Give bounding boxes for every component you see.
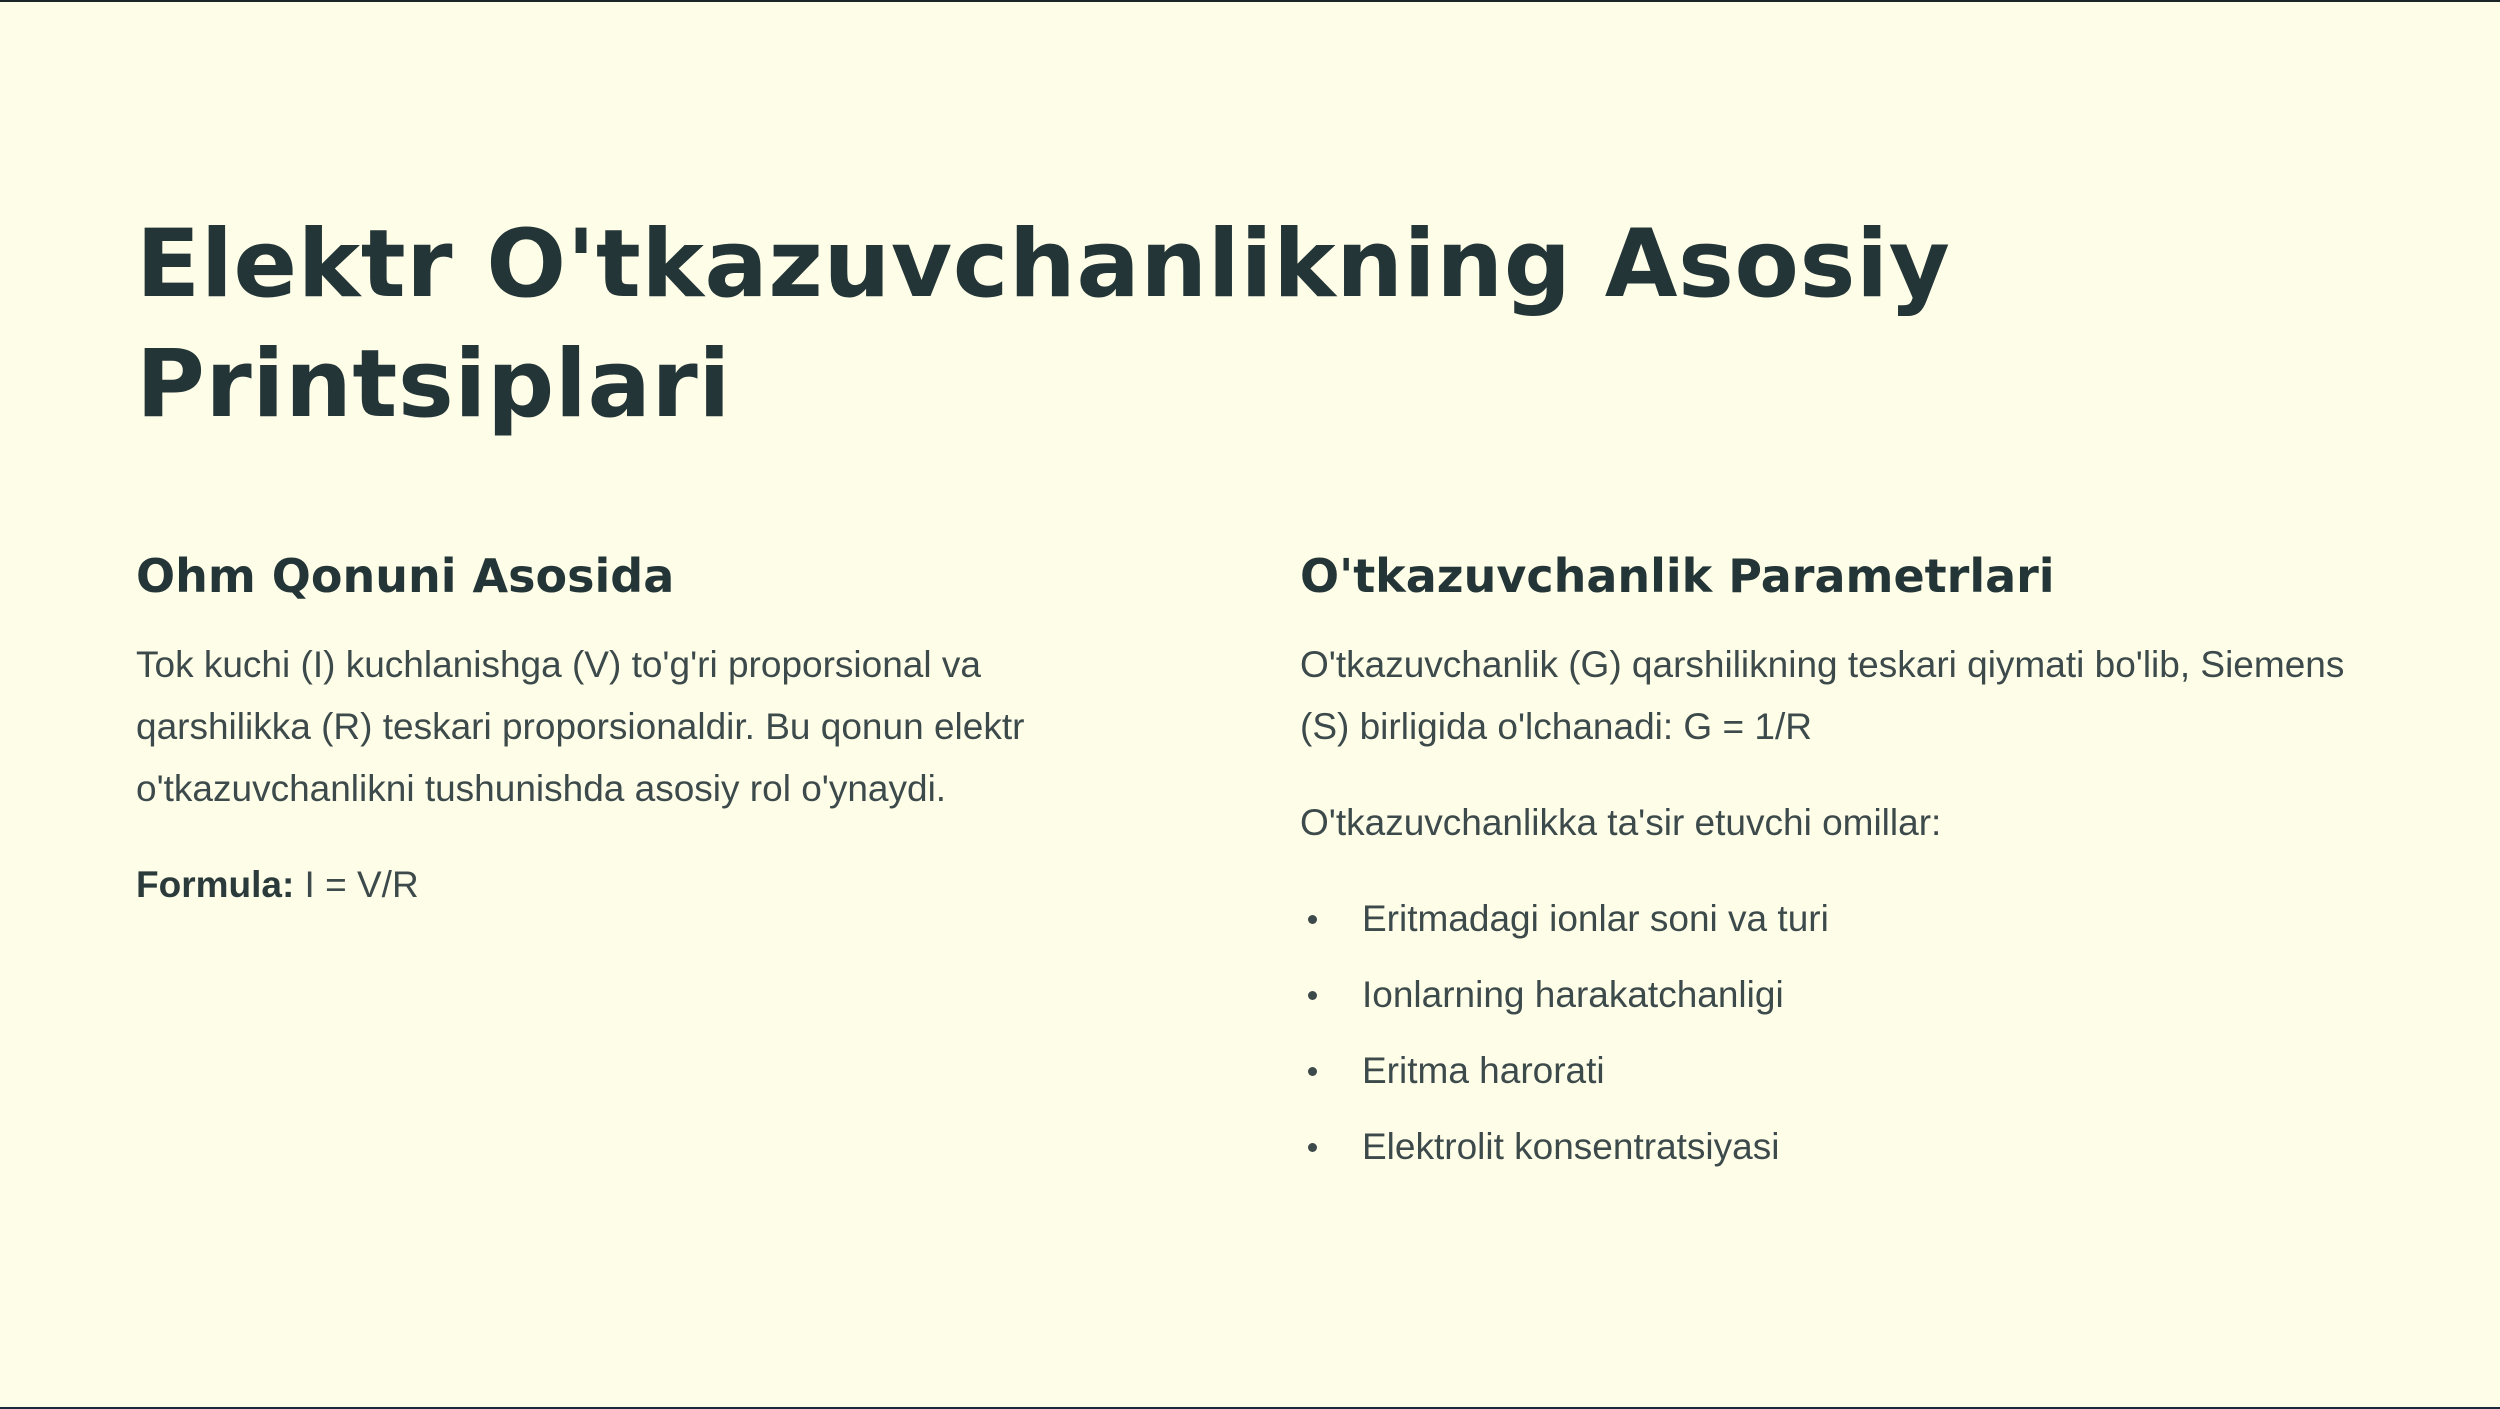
ohm-law-column	[136, 546, 1156, 950]
conductivity-parameters-column	[1300, 546, 2400, 1192]
factors-list	[1300, 888, 2400, 1178]
factors-intro: O'tkazuvchanlikka ta'sir etuvchi omillar:	[1300, 802, 1942, 843]
bullet-icon	[1308, 1067, 1317, 1076]
bullet-icon	[1308, 915, 1317, 924]
ohm-law-description: Tok kuchi (I) kuchlanishga (V) to'g'ri proporsional va qarshilikka (R) teskari proporsionaldir. Bu qonun elektr o'tkazuvchanlikni tushunishda asosiy rol o'ynaydi.	[136, 644, 1025, 809]
list-item	[1300, 888, 2400, 950]
conductivity-description: O'tkazuvchanlik (G) qarshilikning teskari qiymati bo'lib, Siemens (S) birligida o'lchanadi: G = 1/R	[1300, 644, 2345, 747]
top-border	[0, 0, 2500, 2]
factor-text: Ionlarning harakatchanligi	[1362, 974, 1784, 1015]
slide-title: Elektr O'tkazuvchanlikning Asosiy Printsiplari	[136, 210, 1951, 439]
formula-line	[136, 854, 1156, 916]
list-item	[1300, 964, 2400, 1026]
factor-text: Eritmadagi ionlar soni va turi	[1362, 898, 1829, 939]
bullet-icon	[1308, 1143, 1317, 1152]
formula-value: I = V/R	[294, 864, 419, 905]
factor-text: Eritma harorati	[1362, 1050, 1605, 1091]
list-item	[1300, 1040, 2400, 1102]
factor-text: Elektrolit konsentratsiyasi	[1362, 1126, 1780, 1167]
conductivity-heading: O'tkazuvchanlik Parametrlari	[1300, 549, 2055, 603]
bullet-icon	[1308, 991, 1317, 1000]
formula-label: Formula:	[136, 864, 295, 905]
ohm-law-heading: Ohm Qonuni Asosida	[136, 549, 675, 603]
list-item	[1300, 1116, 2400, 1178]
